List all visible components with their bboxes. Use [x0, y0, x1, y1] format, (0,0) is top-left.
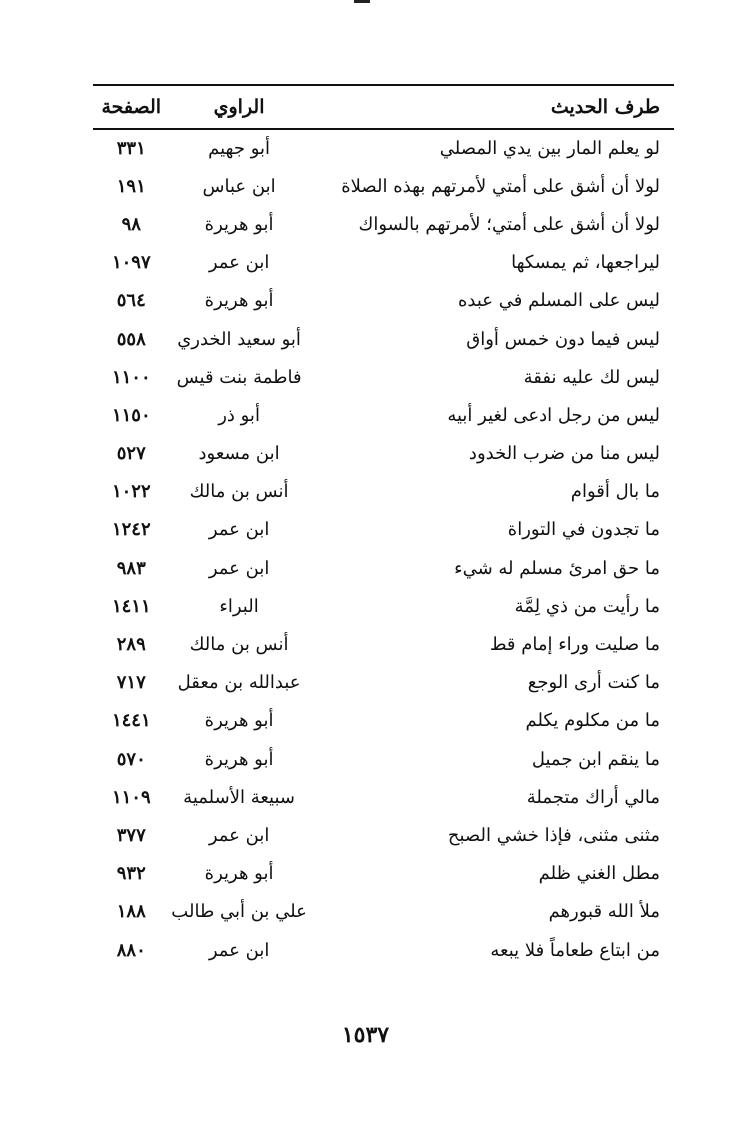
table-row — [93, 358, 674, 396]
narrator-cell: أبو جهيم — [208, 138, 271, 160]
hadith-cell: ليس على المسلم في عبده — [458, 290, 660, 312]
narrator-cell: أبو ذر — [218, 404, 260, 426]
hadith-cell: ما صليت وراء إمام قط — [489, 634, 660, 656]
hadith-cell: ما ينقم ابن جميل — [531, 748, 660, 770]
page-ref-cell: ٣٧٧ — [116, 824, 146, 846]
hadith-cell: ما بال أقوام — [570, 481, 660, 503]
hadith-cell: ما تجدون في التوراة — [507, 519, 660, 541]
hadith-cell: مثنى مثنى، فإذا خشي الصبح — [447, 824, 660, 846]
narrator-cell: أبو سعيد الخدري — [177, 328, 301, 350]
narrator-cell: سبيعة الأسلمية — [183, 786, 295, 808]
page-ref-cell: ١٤٤١ — [111, 710, 151, 732]
table-row — [93, 740, 674, 778]
table-row — [93, 816, 674, 854]
page-ref-cell: ٥٥٨ — [116, 328, 146, 350]
table-row — [93, 855, 674, 893]
hadith-cell: لولا أن أشق على أمتي؛ لأمرتهم بالسواك — [358, 213, 660, 235]
hadith-cell: ليس فيما دون خمس أواق — [466, 328, 660, 350]
hadith-cell: ليراجعها، ثم يمسكها — [511, 252, 660, 274]
narrator-cell: أبو هريرة — [204, 213, 274, 235]
page-ref-cell: ٩٣٢ — [116, 863, 146, 885]
page-ref-cell: ١١٠٠ — [111, 366, 151, 388]
table-row — [93, 511, 674, 549]
hadith-cell: ملأ الله قبورهم — [548, 901, 660, 923]
page-ref-cell: ٩٨ — [121, 213, 141, 235]
top-edge-mark — [354, 0, 370, 3]
table-row — [93, 435, 674, 473]
page-number: ١٥٣٧ — [341, 1022, 390, 1048]
table-row — [93, 129, 674, 167]
table-row — [93, 320, 674, 358]
page-ref-cell: ١١٠٩ — [111, 786, 151, 808]
narrator-cell: علي بن أبي طالب — [171, 901, 307, 923]
page-ref-cell: ٩٨٣ — [116, 557, 146, 579]
page-ref-cell: ١١٥٠ — [111, 404, 151, 426]
hadith-cell: ليس من رجل ادعى لغير أبيه — [447, 404, 660, 426]
header-row — [93, 85, 674, 129]
narrator-cell: ابن عمر — [208, 252, 270, 274]
narrator-cell: أبو هريرة — [204, 748, 274, 770]
hadith-cell: مالي أراك متجملة — [526, 786, 660, 808]
narrator-cell: ابن عمر — [208, 824, 270, 846]
narrator-cell: أنس بن مالك — [189, 634, 289, 656]
hadith-cell: من ابتاع طعاماً فلا يبعه — [490, 939, 660, 961]
table-row — [93, 473, 674, 511]
narrator-cell: ابن عمر — [208, 939, 270, 961]
table-row — [93, 167, 674, 205]
page-ref-cell: ١٤١١ — [111, 595, 151, 617]
table-row — [93, 549, 674, 587]
narrator-cell: فاطمة بنت قيس — [176, 366, 302, 388]
table-row — [93, 664, 674, 702]
narrator-cell: ابن مسعود — [198, 443, 280, 465]
hadith-cell: لو يعلم المار بين يدي المصلي — [439, 138, 660, 160]
page-ref-cell: ٥٢٧ — [116, 443, 146, 465]
page-ref-cell: ١٢٤٢ — [111, 519, 151, 541]
narrator-cell: البراء — [219, 595, 259, 617]
hadith-cell: مطل الغني ظلم — [538, 863, 660, 885]
page-ref-cell: ٣٣١ — [116, 138, 146, 160]
table-row — [93, 205, 674, 243]
page-ref-cell: ٢٨٩ — [116, 634, 146, 656]
hadith-cell: لولا أن أشق على أمتي لأمرتهم بهذه الصلاة — [341, 175, 660, 197]
table-row — [93, 893, 674, 931]
page-ref-cell: ١٩١ — [116, 175, 146, 197]
narrator-cell: ابن عمر — [208, 519, 270, 541]
hadith-cell: ما من مكلوم يكلم — [525, 710, 660, 732]
table-row — [93, 396, 674, 434]
table-row — [93, 931, 674, 969]
hadith-cell: ما رأيت من ذي لِمَّة — [514, 595, 660, 617]
table-row — [93, 587, 674, 625]
table-row — [93, 625, 674, 663]
table-row — [93, 282, 674, 320]
narrator-cell: ابن عباس — [202, 175, 276, 197]
narrator-cell: أبو هريرة — [204, 863, 274, 885]
hadith-cell: ليس لك عليه نفقة — [523, 366, 660, 388]
page-ref-cell: ٥٧٠ — [116, 748, 146, 770]
table-row — [93, 778, 674, 816]
table-row — [93, 702, 674, 740]
page-ref-cell: ١٠٩٧ — [111, 252, 151, 274]
narrator-cell: أبو هريرة — [204, 290, 274, 312]
narrator-cell: عبدالله بن معقل — [177, 672, 301, 694]
page-ref-cell: ١٠٢٢ — [111, 481, 151, 503]
hadith-cell: ليس منا من ضرب الخدود — [468, 443, 660, 465]
hadith-index-table — [93, 84, 674, 969]
page-ref-cell: ١٨٨ — [116, 901, 146, 923]
table-body — [93, 129, 674, 969]
page-ref-cell: ٥٦٤ — [116, 290, 146, 312]
table-header — [93, 85, 674, 129]
narrator-cell: ابن عمر — [208, 557, 270, 579]
column-header-page: الصفحة — [93, 85, 170, 129]
page-ref-cell: ٨٨٠ — [116, 939, 146, 961]
table-row — [93, 244, 674, 282]
page-ref-cell: ٧١٧ — [116, 672, 146, 694]
narrator-cell: أنس بن مالك — [189, 481, 289, 503]
narrator-cell: أبو هريرة — [204, 710, 274, 732]
hadith-cell: ما حق امرئ مسلم له شيء — [454, 557, 660, 579]
column-header-hadith: طرف الحديث — [309, 85, 674, 129]
column-header-narrator: الراوي — [170, 85, 309, 129]
hadith-cell: ما كنت أرى الوجع — [527, 672, 660, 694]
